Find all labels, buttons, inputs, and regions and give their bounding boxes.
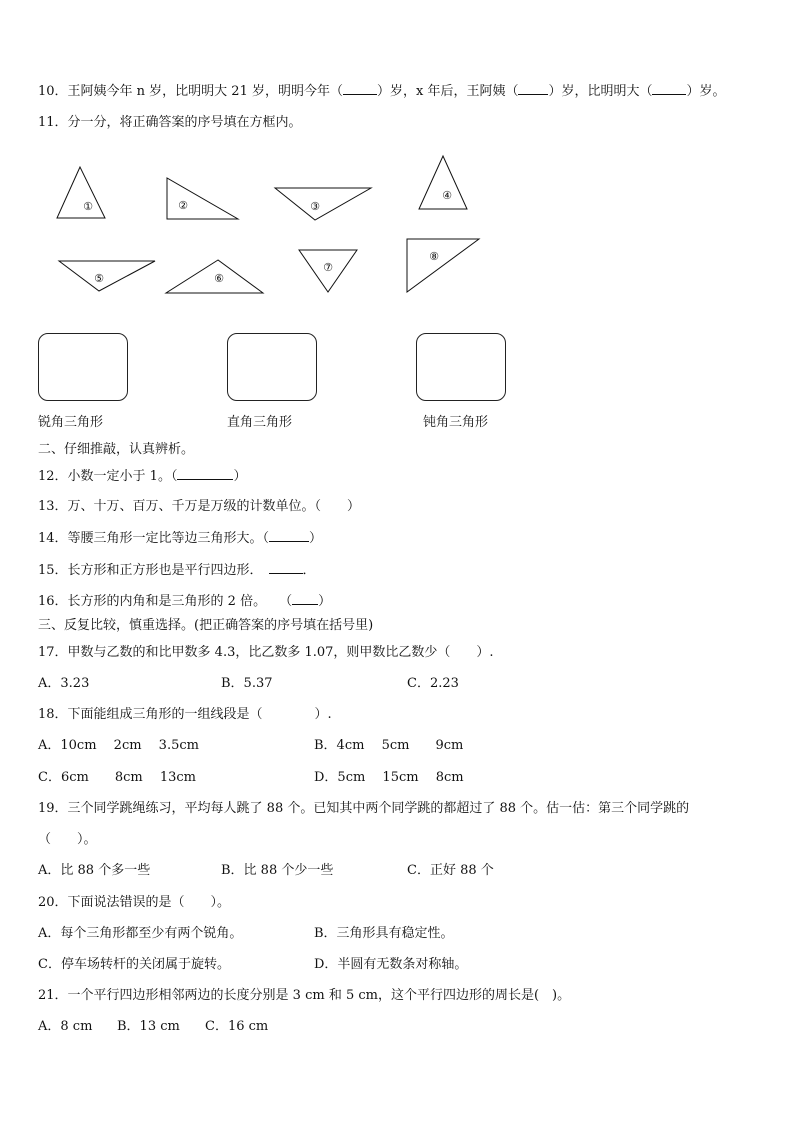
triangle-label-4: ④ <box>442 189 452 202</box>
triangle-label-7: ⑦ <box>323 261 333 274</box>
triangle-8 <box>407 239 479 292</box>
q21-option-c[interactable]: C．16 cm <box>205 1019 269 1034</box>
question-19-stem-cont: （ ）。 <box>38 832 97 847</box>
triangle-label-6: ⑥ <box>214 272 224 285</box>
question-13: 13．万、十万、百万、千万是万级的计数单位。（ ） <box>38 499 361 514</box>
question-19-stem: 19．三个同学跳绳练习，平均每人跳了 88 个。已知其中两个同学跳的都超过了 88 个。估一估：第三个同学跳的 <box>38 801 690 816</box>
question-16: 16．长方形的内角和是三角形的 2 倍。 （ ） <box>38 594 332 609</box>
q18-option-b[interactable]: B．4cm 5cm 9cm <box>314 738 464 753</box>
triangle-label-3: ③ <box>310 200 320 213</box>
q17-option-b[interactable]: B．5.37 <box>221 676 273 691</box>
answer-blank[interactable] <box>269 529 309 542</box>
triangle-label-5: ⑤ <box>94 272 104 285</box>
q20-option-d[interactable]: D．半圆有无数条对称轴。 <box>314 957 468 972</box>
q18-option-a[interactable]: A．10cm 2cm 3.5cm <box>38 738 199 753</box>
triangle-label-8: ⑧ <box>429 250 439 263</box>
q19-option-c[interactable]: C．正好 88 个 <box>407 863 494 878</box>
q18-option-c[interactable]: C．6cm 8cm 13cm <box>38 770 196 785</box>
answer-blank[interactable] <box>292 592 318 605</box>
q20-option-c[interactable]: C．停车场转杆的关闭属于旋转。 <box>38 957 230 972</box>
q19-option-a[interactable]: A．比 88 个多一些 <box>38 863 151 878</box>
question-17-stem: 17．甲数与乙数的和比甲数多 4.3，比乙数多 1.07，则甲数比乙数少（ ）. <box>38 645 494 660</box>
triangle-3 <box>275 188 371 220</box>
question-15: 15．长方形和正方形也是平行四边形． ． <box>38 563 316 578</box>
section-3-heading: 三、反复比较，慎重选择。(把正确答案的序号填在括号里) <box>38 618 374 633</box>
answer-blank[interactable] <box>177 467 233 480</box>
acute-answer-box[interactable] <box>38 333 128 401</box>
q20-option-a[interactable]: A．每个三角形都至少有两个锐角。 <box>38 926 243 941</box>
triangle-label-1: ① <box>83 200 93 213</box>
answer-blank[interactable] <box>269 561 303 574</box>
q19-option-b[interactable]: B．比 88 个少一些 <box>221 863 334 878</box>
right-answer-box[interactable] <box>227 333 317 401</box>
question-10: 10．王阿姨今年 n 岁，比明明大 21 岁，明明今年（ ）岁，x 年后，王阿姨（ ）岁，比明明大（ ）岁。 <box>38 84 726 99</box>
acute-label: 锐角三角形 <box>38 415 104 430</box>
question-21-stem: 21．一个平行四边形相邻两边的长度分别是 3 cm 和 5 cm，这个平行四边形的周长是( )。 <box>38 988 571 1003</box>
q21-option-b[interactable]: B．13 cm <box>117 1019 180 1034</box>
question-20-stem: 20．下面说法错误的是（ ）。 <box>38 895 231 910</box>
q20-option-b[interactable]: B．三角形具有稳定性。 <box>314 926 454 941</box>
question-14: 14．等腰三角形一定比等边三角形大。（ ） <box>38 531 323 546</box>
question-11: 11．分一分，将正确答案的序号填在方框内。 <box>38 115 302 130</box>
triangle-figures <box>0 0 794 320</box>
obtuse-label: 钝角三角形 <box>423 415 489 430</box>
q18-option-d[interactable]: D．5cm 15cm 8cm <box>314 770 464 785</box>
triangle-label-2: ② <box>178 199 188 212</box>
right-label: 直角三角形 <box>227 415 293 430</box>
section-2-heading: 二、仔细推敲，认真辨析。 <box>38 442 195 457</box>
q17-option-c[interactable]: C．2.23 <box>407 676 459 691</box>
q21-option-a[interactable]: A．8 cm <box>38 1019 93 1034</box>
q17-option-a[interactable]: A．3.23 <box>38 676 90 691</box>
question-12: 12．小数一定小于 1。（ ） <box>38 469 247 484</box>
triangle-1 <box>57 167 105 218</box>
question-18-stem: 18．下面能组成三角形的一组线段是（ ）. <box>38 707 332 722</box>
obtuse-answer-box[interactable] <box>416 333 506 401</box>
triangle-5 <box>59 261 155 291</box>
